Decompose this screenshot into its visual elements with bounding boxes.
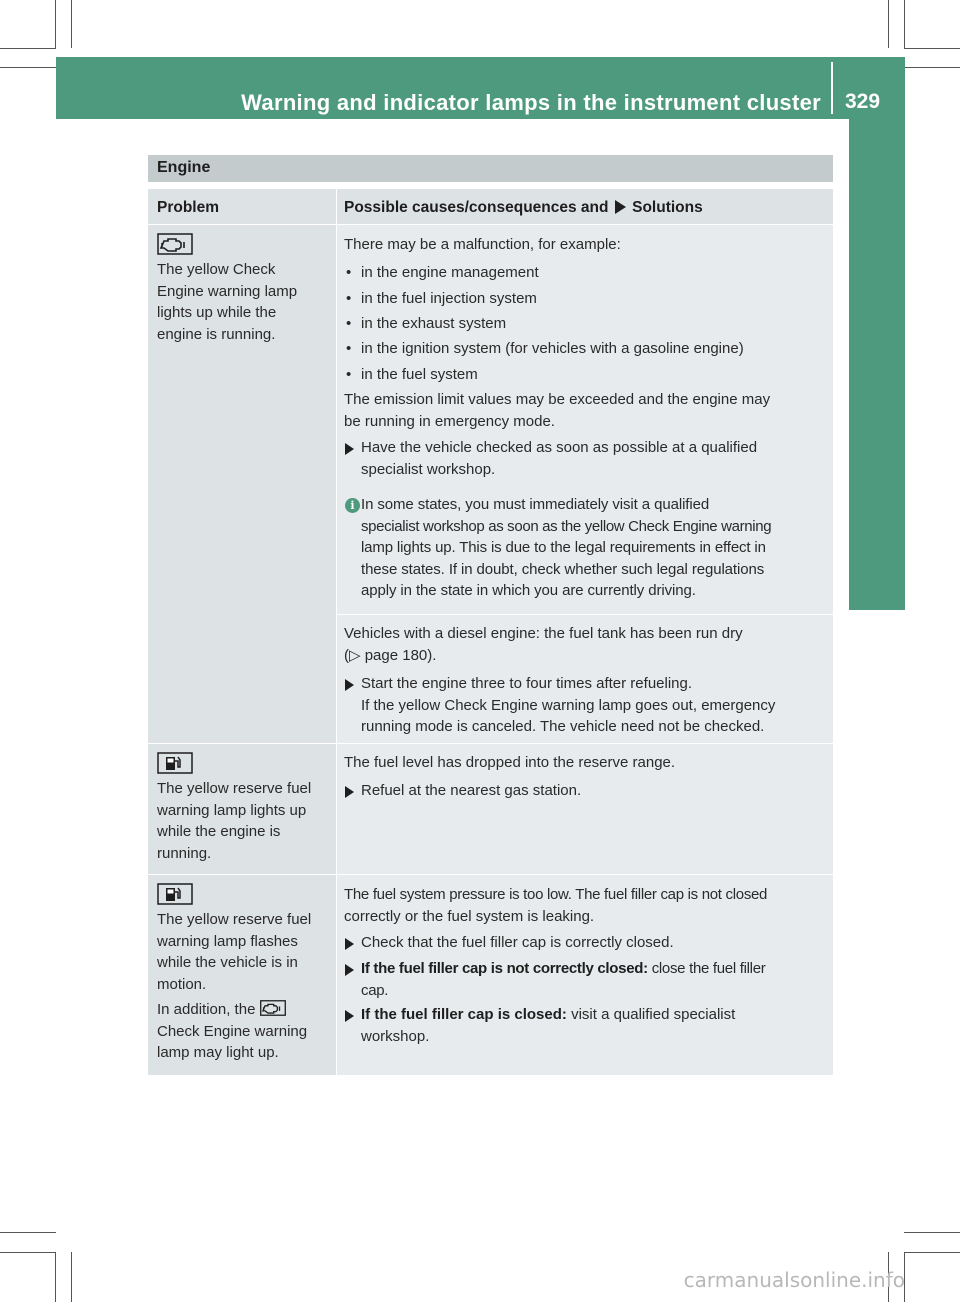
problem-line: motion. [157, 975, 207, 993]
text-line: The emission limit values may be exceeded and the engine may [344, 391, 771, 408]
action-arrow-icon [345, 679, 354, 691]
text-line: correctly or the fuel system is leaking. [344, 907, 595, 925]
column-header-solutions-post: Solutions [632, 199, 703, 216]
text-line [361, 958, 765, 980]
reserve-fuel-icon [157, 752, 193, 774]
cause-item: in the fuel system [361, 366, 478, 383]
action-arrow-icon [345, 786, 354, 798]
text-line: In some states, you must immediately visit a qualified [361, 496, 710, 513]
action-text [361, 1004, 735, 1047]
page-reference: (▷ page 180). [344, 646, 437, 664]
action-text [361, 437, 757, 480]
problem-text [157, 778, 311, 864]
problem-line: warning lamp lights up [157, 801, 307, 819]
problem-line: while the vehicle is in [157, 954, 298, 971]
text-line: be running in emergency mode. [344, 412, 555, 430]
watermark: carmanualsonline.info [683, 1268, 905, 1292]
problem-text [157, 259, 297, 345]
problem-text [157, 909, 311, 995]
check-engine-icon [260, 999, 286, 1017]
action-text: Refuel at the nearest gas station. [361, 782, 582, 799]
text-line: specialist workshop. [361, 460, 496, 478]
section-header [148, 155, 833, 182]
cause-item: in the engine management [361, 264, 539, 281]
column-header-solutions [344, 199, 703, 217]
header-divider [831, 62, 833, 114]
problem-line: The yellow Check [157, 261, 276, 278]
reserve-fuel-icon [157, 883, 193, 905]
action-arrow-icon [345, 938, 354, 950]
problem-line: Engine warning lamp [157, 282, 298, 300]
action-text [361, 673, 775, 738]
bullet-mark: • [346, 264, 352, 281]
solution-intro: There may be a malfunction, for example: [344, 236, 621, 253]
side-chapter-title: On-board computer and displays [864, 198, 889, 552]
text-line: lamp lights up. This is due to the legal requirements in effect in [361, 539, 766, 556]
text-line: The fuel system pressure is too low. The fuel filler cap is not closed [344, 886, 768, 903]
bullet-mark: • [346, 315, 352, 332]
text-span: visit a qualified specialist [571, 1006, 736, 1023]
consequence-text [344, 389, 770, 432]
condition-label: If the fuel filler cap is not correctly closed: [361, 960, 648, 977]
condition-label: If the fuel filler cap is closed: [361, 1006, 567, 1023]
check-engine-icon [157, 233, 193, 255]
problem-line: lights up while the [157, 304, 277, 321]
page-number: 329 [845, 90, 881, 113]
cause-item: in the fuel injection system [361, 290, 537, 307]
action-arrow-icon [345, 443, 354, 455]
cause-item: in the ignition system (for vehicles with a gasoline engine) [361, 340, 744, 357]
text-span: In addition, the [157, 1001, 256, 1018]
action-arrow-icon [345, 964, 354, 976]
problem-extra [157, 999, 307, 1064]
text-line: specialist workshop as soon as the yellow Check Engine warning [361, 517, 772, 535]
problem-line [157, 999, 307, 1021]
text-line: workshop. [361, 1027, 430, 1045]
action-text: Check that the fuel filler cap is correctly closed. [361, 934, 674, 951]
diesel-text [344, 623, 743, 666]
column-header-problem: Problem [157, 199, 220, 216]
text-line: Have the vehicle checked as soon as possible at a qualified [361, 439, 758, 456]
action-text [361, 958, 765, 1001]
text-line: If the yellow Check Engine warning lamp goes out, emergency [361, 696, 776, 714]
problem-line: engine is running. [157, 325, 276, 343]
text-line: Start the engine three to four times after refueling. [361, 675, 693, 692]
problem-line: while the engine is [157, 823, 281, 840]
page-header-title: Warning and indicator lamps in the instrument cluster [241, 90, 821, 115]
solution-intro: The fuel level has dropped into the reserve range. [344, 754, 676, 771]
section-title: Engine [157, 159, 211, 176]
bullet-mark: • [346, 366, 352, 383]
info-icon: i [345, 498, 360, 513]
text-line: running mode is canceled. The vehicle need not be checked. [361, 718, 765, 735]
column-header-solutions-pre: Possible causes/consequences and [344, 199, 609, 216]
problem-line: warning lamp flashes [157, 932, 298, 950]
solutions-arrow-icon [615, 200, 626, 214]
text-line: Vehicles with a diesel engine: the fuel tank has been run dry [344, 625, 743, 642]
problem-line: Check Engine warning [157, 1022, 308, 1040]
problem-line: The yellow reserve fuel [157, 780, 312, 797]
action-arrow-icon [345, 1010, 354, 1022]
text-line: cap. [361, 981, 389, 999]
info-note [361, 494, 771, 602]
problem-line: The yellow reserve fuel [157, 911, 312, 928]
problem-line: running. [157, 844, 212, 862]
problem-line: lamp may light up. [157, 1044, 279, 1061]
text-line [361, 1004, 735, 1026]
text-line: apply in the state in which you are currently driving. [361, 582, 696, 599]
bullet-mark: • [346, 290, 352, 307]
text-span: close the fuel filler [651, 960, 766, 977]
text-line: these states. If in doubt, check whether such legal regulations [361, 560, 765, 578]
cause-item: in the exhaust system [361, 315, 507, 332]
bullet-mark: • [346, 340, 352, 357]
solution-intro [344, 884, 767, 927]
